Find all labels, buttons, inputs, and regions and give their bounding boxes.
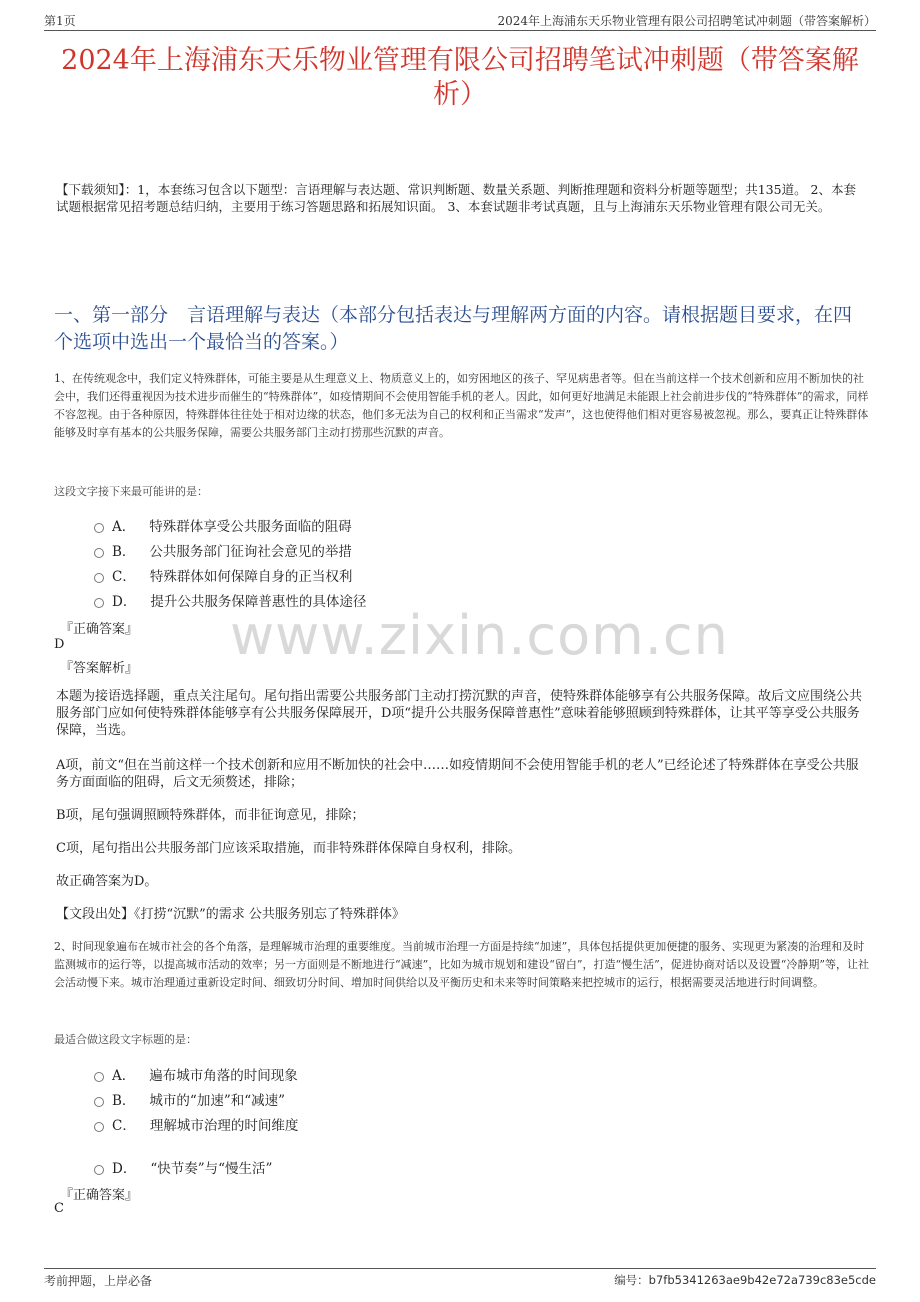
footer-code: 编号：b7fb5341263ae9b42e72a739c83e5cde: [614, 1273, 876, 1287]
download-notice: 【下载须知】：1，本套练习包含以下题型：言语理解与表达题、常识判断题、数量关系题、判断推理题和资料分析题等题型；共135道。 2、本套试题根据常见招考题总结归纳，主要用于练习答题思路和拓展知识面。 3、本套试题非考试真题，且与上海浦东天乐物业管理有限公司无关。: [56, 182, 856, 214]
q1-passage: 1、在传统观念中，我们定义特殊群体，可能主要是从生理意义上、物质意义上的，如穷困地区的孩子、罕见病患者等。但在当前这样一个技术创新和应用不断加快的社会中，我们还得重视因为技术进步而催生的“特殊群体”，如疫情期间不会使用智能手机的老人。因此，如何更好地满足未能跟上社会前进步伐的“特殊群体”的需求，同样不容忽视。由于各种原因，特殊群体往往处于相对边缘的状态，他们多无法为自己的权利和正当需求“发声”，这也使得他们相对更容易被忽视。那么，要真正让特殊群体能够及时享有基本的公共服务保障，需要公共服务部门主动打捞那些沉默的声音。: [54, 372, 869, 439]
page-footer: [44, 1268, 876, 1288]
q1-explanation-4: C项，尾句指出公共服务部门应该采取措施，而非特殊群体保障自身权利，排除。: [56, 841, 521, 856]
page-number: 第1页: [44, 14, 76, 28]
q2-prompt: 最适合做这段文字标题的是：: [54, 1033, 197, 1046]
radio-icon[interactable]: [94, 1165, 104, 1175]
option-key: D．: [112, 1161, 137, 1177]
radio-icon[interactable]: [94, 598, 104, 608]
q1-prompt: 这段文字接下来最可能讲的是：: [54, 485, 208, 498]
option-text: 城市的“加速”和“减速”: [149, 1093, 286, 1109]
q1-answer: D: [54, 637, 65, 652]
option-text: 公共服务部门征询社会意见的举措: [149, 544, 352, 560]
q2-option-c[interactable]: [94, 1114, 298, 1134]
radio-icon[interactable]: [94, 1072, 104, 1082]
radio-icon[interactable]: [94, 548, 104, 558]
q1-option-a[interactable]: [94, 515, 352, 535]
q1-source: 【文段出处】《打捞“沉默”的需求 公共服务别忘了特殊群体》: [56, 907, 405, 922]
option-key: C．: [112, 1118, 136, 1134]
section-heading: 一、第一部分 言语理解与表达（本部分包括表达与理解两方面的内容。请根据题目要求，在四个选项中选出一个最恰当的答案。）: [54, 304, 853, 353]
radio-icon[interactable]: [94, 1097, 104, 1107]
q2-option-d[interactable]: [94, 1157, 272, 1177]
q1-answer-label: 『正确答案』: [60, 622, 139, 637]
header-doc-title: 2024年上海浦东天乐物业管理有限公司招聘笔试冲刺题（带答案解析）: [497, 14, 876, 28]
q2-option-a[interactable]: [94, 1064, 298, 1084]
q2-option-b[interactable]: [94, 1089, 285, 1109]
document-title: 2024年上海浦东天乐物业管理有限公司招聘笔试冲刺题（带答案解析）: [61, 45, 859, 110]
option-text: “快节奏”与“慢生活”: [150, 1161, 273, 1177]
q1-option-c[interactable]: [94, 565, 352, 585]
radio-icon[interactable]: [94, 573, 104, 583]
option-text: 理解城市治理的时间维度: [149, 1118, 299, 1134]
option-text: 提升公共服务保障普惠性的具体途径: [150, 594, 367, 610]
q2-answer-label: 『正确答案』: [60, 1188, 139, 1203]
page-header: [44, 12, 876, 31]
option-key: A．: [112, 519, 136, 535]
option-key: A．: [112, 1068, 136, 1084]
q1-explanation-2: A项，前文“但在当前这样一个技术创新和应用不断加快的社会中……如疫情期间不会使用智能手机的老人”已经论述了特殊群体在享受公共服务方面面临的阻碍，后文无须赘述，排除；: [56, 758, 859, 790]
option-key: C．: [112, 569, 136, 585]
q2-answer: C: [54, 1201, 64, 1216]
q1-explanation-3: B项，尾句强调照顾特殊群体，而非征询意见，排除；: [56, 808, 365, 823]
option-text: 特殊群体享受公共服务面临的阻碍: [149, 519, 352, 535]
option-text: 特殊群体如何保障自身的正当权利: [149, 569, 353, 585]
option-key: B．: [112, 544, 136, 560]
option-key: B．: [112, 1093, 136, 1109]
q1-option-b[interactable]: [94, 540, 352, 560]
option-key: D．: [112, 594, 137, 610]
watermark: www.zixin.com.cn: [230, 604, 729, 667]
q1-explanation-label: 『答案解析』: [60, 661, 139, 676]
q1-explanation-5: 故正确答案为D。: [56, 874, 158, 889]
option-text: 遍布城市角落的时间现象: [149, 1068, 298, 1084]
radio-icon[interactable]: [94, 523, 104, 533]
footer-slogan: 考前押题，上岸必备: [44, 1274, 153, 1288]
q2-passage: 2、时间现象遍布在城市社会的各个角落，是理解城市治理的重要维度。当前城市治理一方面是持续“加速”，具体包括提供更加便捷的服务、实现更为紧凑的治理和及时监测城市的运行等，以提高城市活动的效率；另一方面则是不断地进行“减速”，比如为城市规划和建设“留白”，打造“慢生活”，促进协商对话以及设置“冷静期”等，让社会活动慢下来。城市治理通过重新设定时间、细致切分时间、增加时间供给以及平衡历史和未来等时间策略来把控城市的运行，根据需要灵活地进行时间调整。: [54, 940, 869, 989]
radio-icon[interactable]: [94, 1122, 104, 1132]
q1-explanation-1: 本题为接语选择题，重点关注尾句。尾句指出需要公共服务部门主动打捞沉默的声音，使特殊群体能够享有公共服务保障。故后文应围绕公共服务部门应如何使特殊群体能够享有公共服务保障展开，D项“提升公共服务保障普惠性”意味着能够照顾到特殊群体，让其平等享受公共服务保障，当选。: [56, 689, 863, 738]
